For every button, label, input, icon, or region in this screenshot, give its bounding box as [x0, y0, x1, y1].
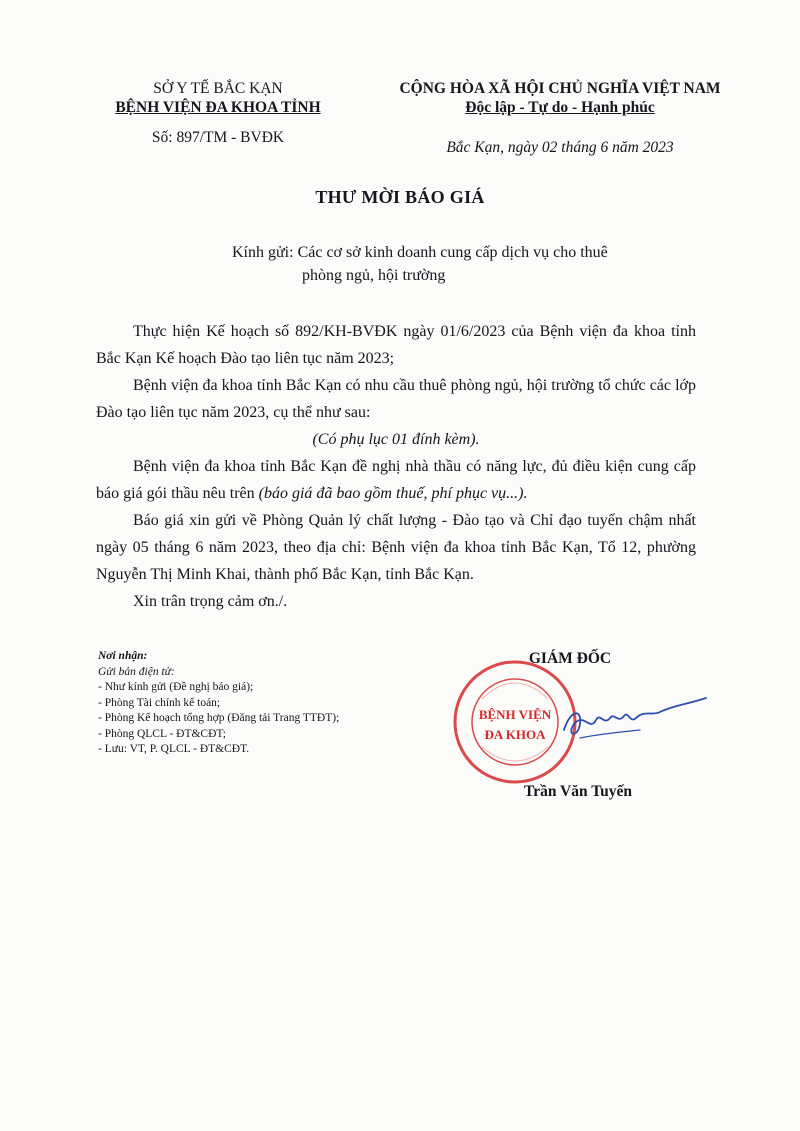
- document-title: THƯ MỜI BÁO GIÁ: [315, 187, 485, 207]
- place-date: Bắc Kạn, ngày 02 tháng 6 năm 2023: [446, 139, 674, 156]
- salutation-line-1: Kính gửi: Các cơ sở kinh doanh cung cấp dịch vụ cho thuê: [232, 244, 608, 261]
- salutation-line-2: phòng ngủ, hội trường: [302, 267, 446, 284]
- paragraph-thanks: Xin trân trọng cảm ơn./.: [133, 593, 288, 610]
- signer-name: Trần Văn Tuyến: [524, 783, 632, 800]
- handwritten-signature-icon: [560, 690, 710, 750]
- recipients-heading: Nơi nhận:: [98, 650, 148, 662]
- recipient-item: - Như kính gửi (Đề nghị báo giá);: [98, 681, 254, 693]
- paragraph-request-note: (báo giá đã bao gồm thuế, phí phục vụ...).: [258, 485, 528, 502]
- recipients-block: [98, 649, 339, 758]
- recipient-item: - Phòng Tài chính kế toán;: [98, 696, 221, 709]
- recipients-subheading: Gửi bản điện tử:: [98, 665, 175, 678]
- paragraph-plan: Thực hiện Kế hoạch số 892/KH-BVĐK ngày 01/6/2023 của Bệnh viện đa khoa tỉnh Bắc Kạn Kế hoạch Đào tạo liên tục năm 2023;: [96, 323, 696, 367]
- body-text: [96, 318, 696, 615]
- national-title: CỘNG HÒA XÃ HỘI CHỦ NGHĨA VIỆT NAM: [399, 80, 721, 97]
- paragraph-request-text: Bệnh viện đa khoa tỉnh Bắc Kạn đề nghị nhà thầu có năng lực, đủ điều kiện cung cấp báo giá gói thầu nêu trên: [96, 458, 696, 502]
- seal-text-line-1: BỆNH VIỆN: [478, 707, 552, 722]
- department-name: SỞ Y TẾ BẮC KẠN: [153, 80, 283, 97]
- organization-name-text: BỆNH VIỆN ĐA KHOA TỈNH: [115, 99, 321, 116]
- paragraph-address: Báo giá xin gửi về Phòng Quản lý chất lượng - Đào tạo và Chỉ đạo tuyến chậm nhất ngày 05 tháng 6 năm 2023, theo địa chỉ: Bệnh viện đa khoa tỉnh Bắc Kạn, Tổ 12, phường Nguyễn Thị Minh Khai, thành phố Bắc Kạn, tỉnh Bắc Kạn.: [96, 512, 696, 583]
- paragraph-need: Bệnh viện đa khoa tỉnh Bắc Kạn có nhu cầu thuê phòng ngủ, hội trường tổ chức các lớp Đào tạo liên tục năm 2023, cụ thể như sau:: [96, 377, 696, 421]
- recipient-item: - Lưu: VT, P. QLCL - ĐT&CĐT.: [98, 743, 250, 755]
- recipient-item: - Phòng QLCL - ĐT&CĐT;: [98, 727, 226, 740]
- paragraph-request: [96, 453, 696, 507]
- national-motto: [370, 99, 750, 117]
- document-number: Số: 897/TM - BVĐK: [151, 129, 285, 146]
- signer-title: GIÁM ĐỐC: [528, 650, 612, 667]
- recipient-item: - Phòng Kế hoạch tổng hợp (Đăng tải Trang TTĐT);: [98, 712, 340, 724]
- paragraph-appendix: (Có phụ lục 01 đính kèm).: [312, 431, 480, 448]
- national-motto-text: Độc lập - Tự do - Hạnh phúc: [465, 99, 655, 116]
- organization-name: [98, 99, 338, 117]
- seal-text-line-2: ĐA KHOA: [484, 727, 546, 742]
